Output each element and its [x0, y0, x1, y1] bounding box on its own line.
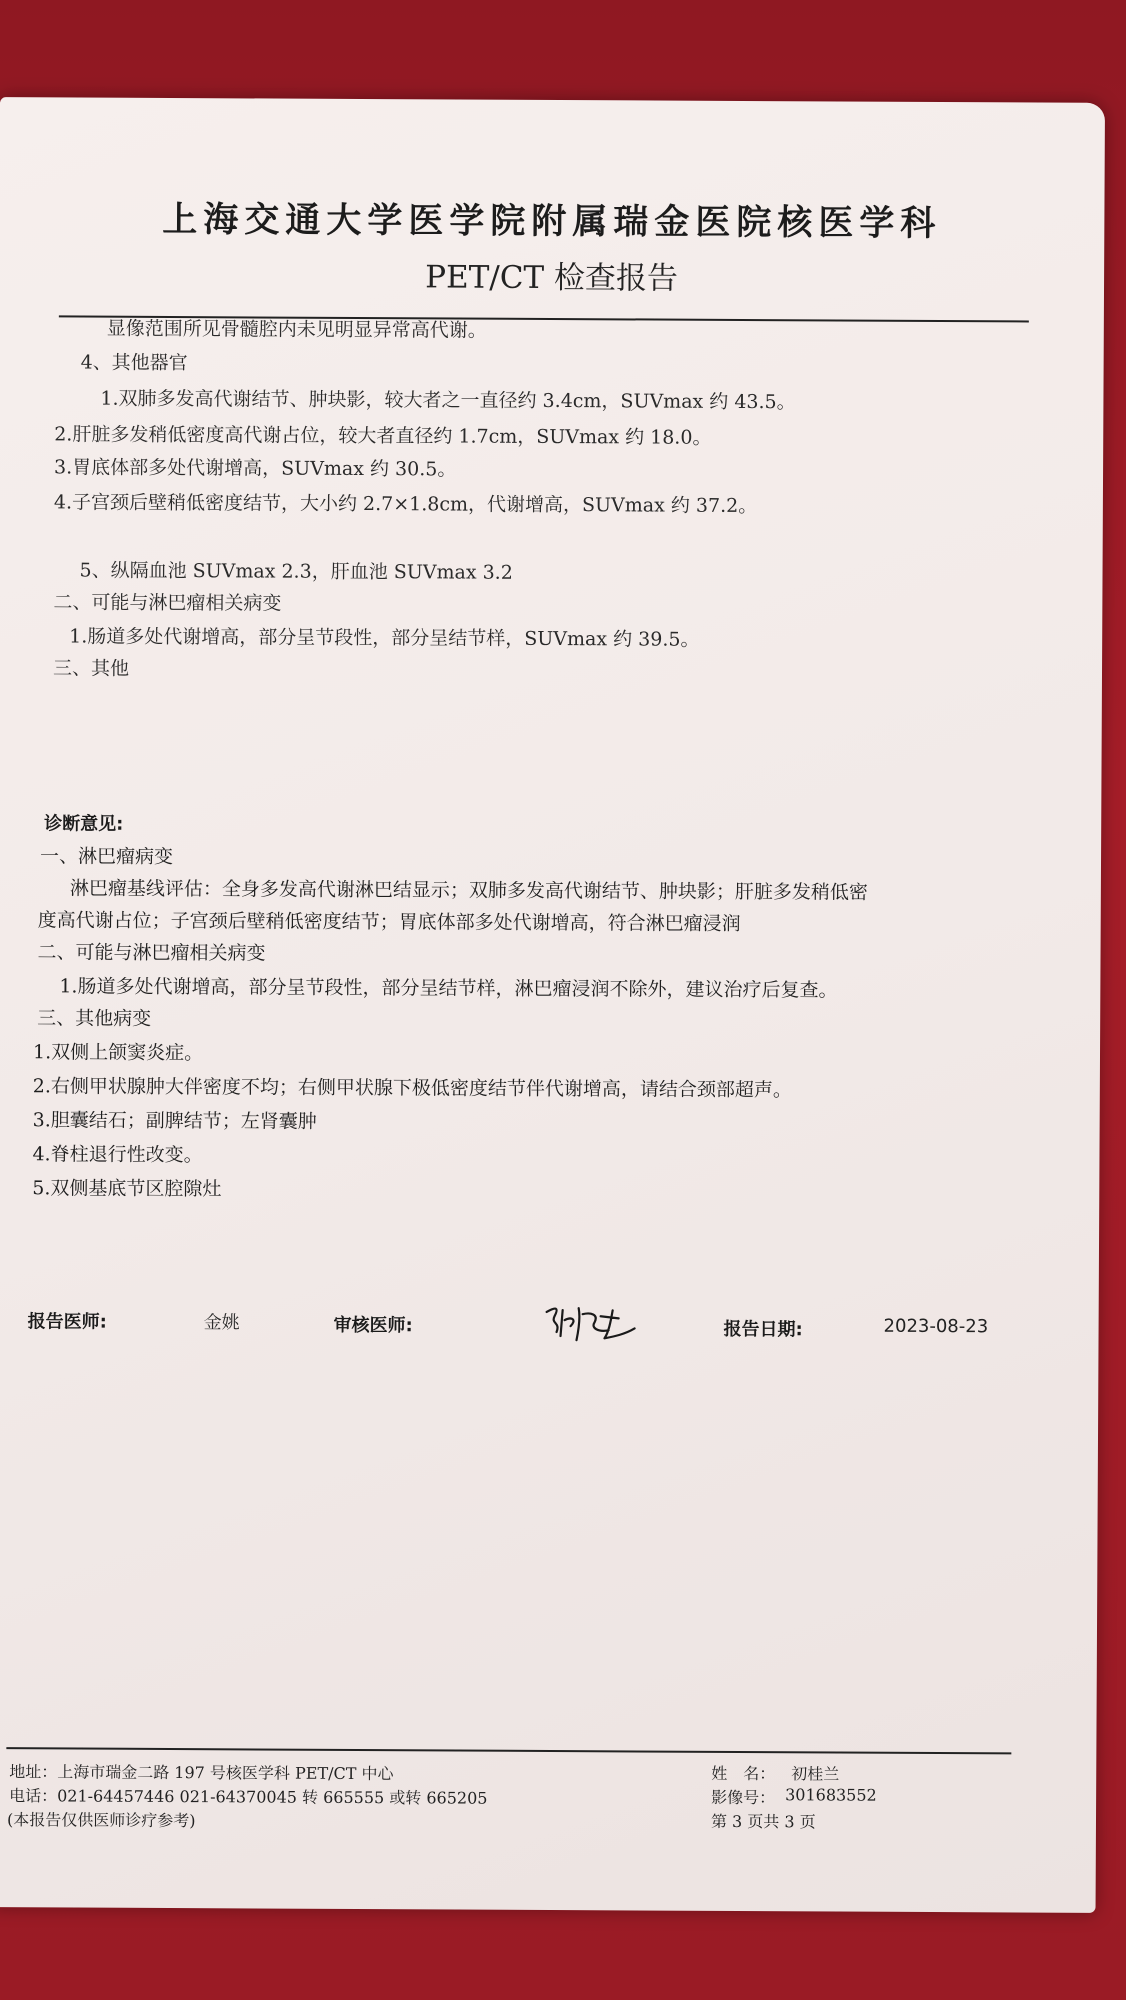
diagnosis-section2-heading: 二、可能与淋巴瘤相关病变	[37, 941, 266, 965]
blood-pool-line: 5、纵隔血池 SUVmax 2.3，肝血池 SUVmax 3.2	[79, 559, 513, 584]
diagnosis-section1-text: 淋巴瘤基线评估：全身多发高代谢淋巴结显示；双肺多发高代谢结节、肿块影；肝脏多发稍低密	[69, 877, 868, 904]
reviewer-label: 审核医师:	[333, 1314, 413, 1337]
patient-name: 初桂兰	[791, 1764, 840, 1784]
report-date-label: 报告日期:	[723, 1318, 803, 1341]
diagnosis-section3-item: 3.胆囊结石；副脾结节；左肾囊肿	[32, 1109, 317, 1133]
patient-name-label: 姓 名：	[711, 1763, 776, 1784]
diagnosis-section1-heading: 一、淋巴瘤病变	[39, 845, 174, 869]
diagnosis-section2-item: 1.肠道多处代谢增高，部分呈节段性，部分呈结节样，淋巴瘤浸润不除外，建议治疗后复查。	[59, 975, 838, 1002]
other-organs-heading: 4、其他器官	[80, 351, 188, 375]
hospital-name: 上海交通大学医学院附属瑞金医院核医学科	[162, 199, 942, 245]
findings-section2-heading: 二、可能与淋巴瘤相关病变	[53, 591, 282, 615]
footer-address: 地址：上海市瑞金二路 197 号核医学科 PET/CT 中心	[9, 1762, 394, 1784]
diagnosis-section3-item: 5.双侧基底节区腔隙灶	[32, 1177, 222, 1201]
diagnosis-section1-text: 度高代谢占位；子宫颈后壁稍低密度结节；胃底体部多处代谢增高，符合淋巴瘤浸润	[37, 909, 741, 935]
page-indicator: 第 3 页共 3 页	[710, 1811, 816, 1832]
findings-section3-heading: 三、其他	[52, 657, 130, 680]
footer-divider	[6, 1747, 1011, 1754]
image-number: 301683552	[785, 1785, 877, 1805]
finding-item: 2.肝脏多发稍低密度高代谢占位，较大者直径约 1.7cm，SUVmax 约 18.0。	[54, 423, 712, 449]
diagnosis-section3-heading: 三、其他病变	[37, 1007, 152, 1030]
findings-section2-item: 1.肠道多处代谢增高，部分呈节段性，部分呈结节样，SUVmax 约 39.5。	[69, 625, 700, 651]
report-page	[0, 97, 1105, 1913]
report-date: 2023-08-23	[883, 1315, 989, 1338]
diagnosis-section3-item: 2.右侧甲状腺肿大伴密度不均；右侧甲状腺下极低密度结节伴代谢增高，请结合颈部超声。	[32, 1075, 793, 1102]
finding-item: 4.子宫颈后壁稍低密度结节，大小约 2.7×1.8cm，代谢增高，SUVmax 约 37.2。	[53, 491, 758, 518]
footer-phone: 电话：021-64457446 021-64370045 转 665555 或转 665205	[9, 1786, 488, 1808]
finding-item: 1.双肺多发高代谢结节、肿块影，较大者之一直径约 3.4cm，SUVmax 约 43.5。	[100, 387, 796, 414]
diagnosis-heading: 诊断意见:	[44, 813, 124, 835]
finding-item: 3.胃底体部多处代谢增高，SUVmax 约 30.5。	[54, 456, 457, 481]
bone-marrow-line: 显像范围所见骨髓腔内未见明显异常高代谢。	[106, 317, 487, 342]
report-title: PET/CT 检查报告	[425, 259, 679, 297]
diagnosis-section3-item: 1.双侧上颌窦炎症。	[32, 1041, 204, 1065]
image-number-label: 影像号：	[711, 1787, 776, 1808]
reviewer-signature	[538, 1302, 638, 1345]
diagnosis-section3-item: 4.脊柱退行性改变。	[32, 1143, 203, 1167]
footer-note: (本报告仅供医师诊疗参考)	[6, 1810, 196, 1831]
reporter-label: 报告医师:	[27, 1311, 107, 1333]
reporter-name: 金姚	[203, 1312, 240, 1334]
